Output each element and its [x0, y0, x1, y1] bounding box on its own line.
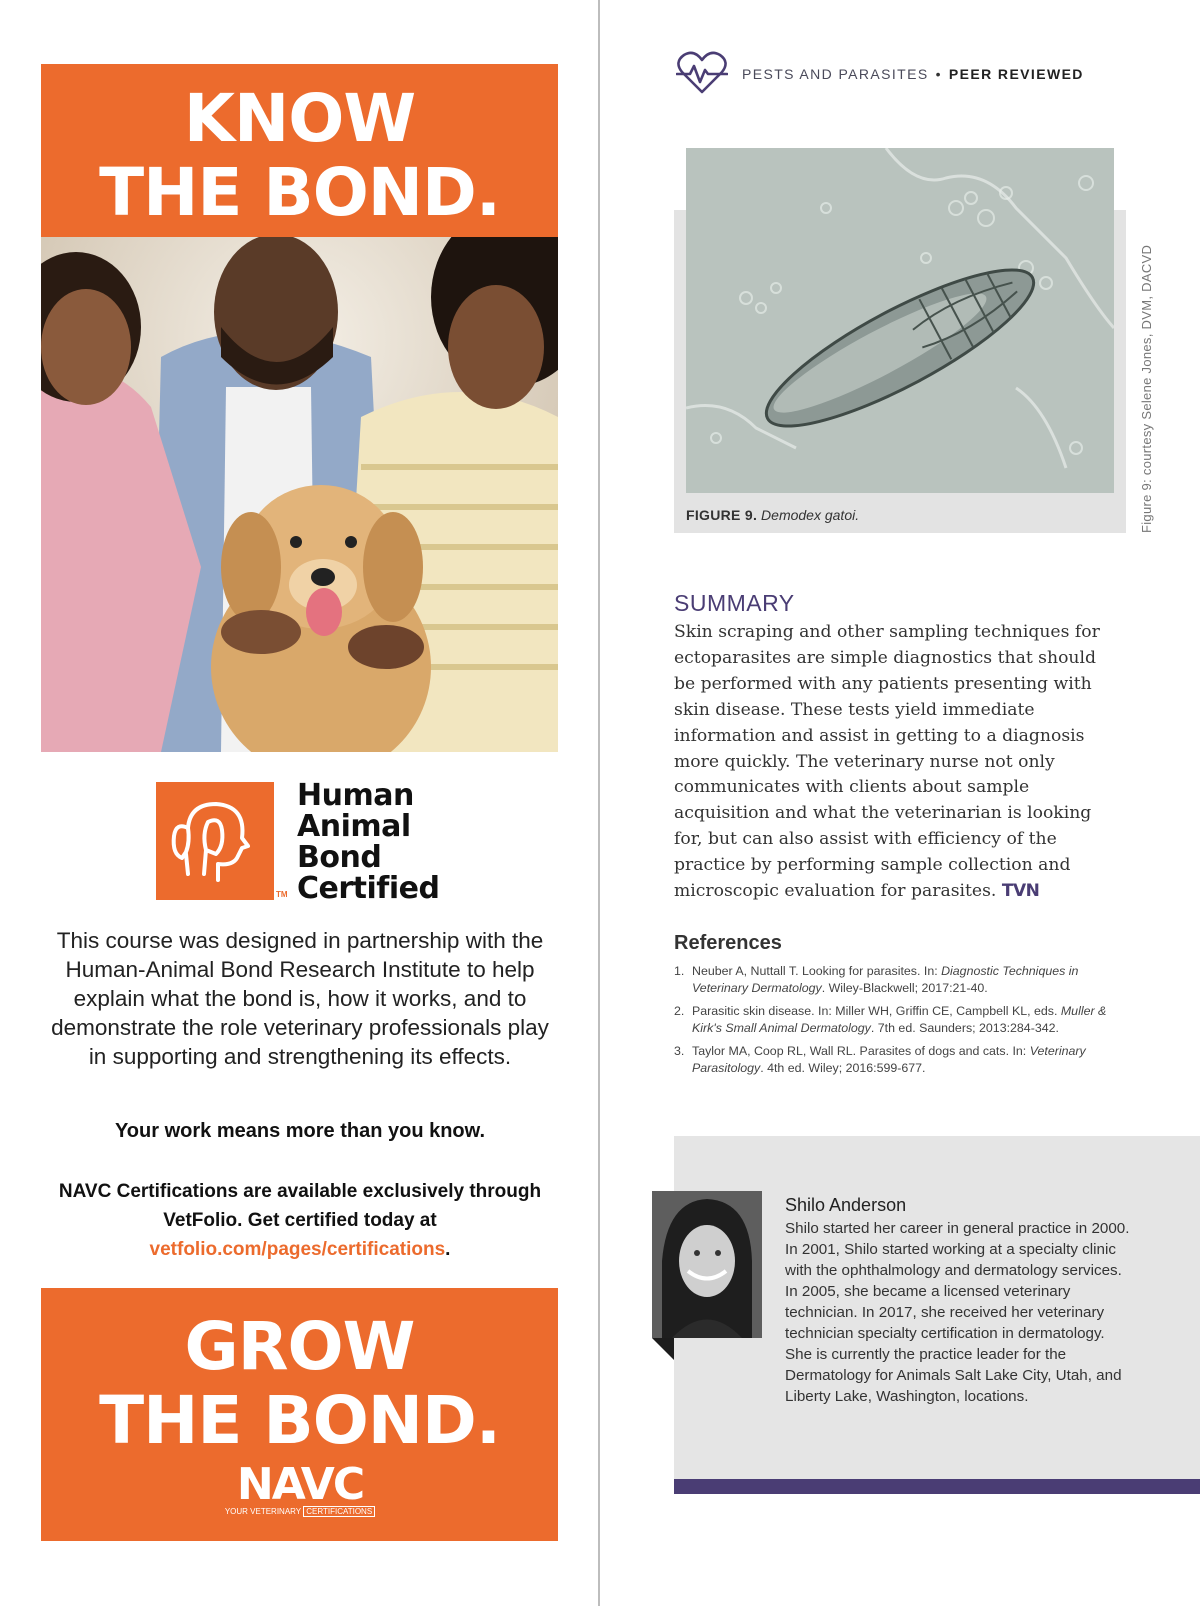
ad-bottom-banner: [41, 1288, 558, 1541]
ad-call-to-action: NAVC Certifications are available exclusively through VetFolio. Get certified today at vetfolio.com/pages/certifications.: [58, 1181, 542, 1260]
author-photo: [652, 1191, 762, 1338]
summary-title: SUMMARY: [674, 590, 795, 616]
ad-family-dog-photo: [41, 237, 558, 752]
demodex-micrograph: [686, 148, 1114, 493]
ad-body-text: This course was designed in partnership with the Human-Animal Bond Research Institute to help explain what the bond is, how it works, and to demonstrate the role veterinary professionals play in supporting and strengthening its effects.: [51, 928, 549, 1069]
certifications-link[interactable]: vetfolio.com/pages/certifications: [149, 1239, 446, 1260]
figure-credit: Figure 9: courtesy Selene Jones, DVM, DACVD: [1139, 244, 1154, 533]
list-item: 1. Neuber A, Nuttall T. Looking for parasites. In: Diagnostic Techniques in Veterinary Dermatology. Wiley-Blackwell; 2017:21-40.: [674, 964, 1079, 995]
author-bio-text: Shilo started her career in general practice in 2000. In 2001, Shilo started working at a specialty clinic with the ophthalmology and dermatology services. In 2005, she became a licensed veterinary technician. In 2017, she received her veterinary technician specialty certification in dermatology. She is currently the practice leader for the Dermatology for Animals Salt Lake City, Utah, and Liberty Lake, Washington, locations.: [785, 1220, 1130, 1405]
peer-reviewed-label: PEER REVIEWED: [948, 66, 1084, 82]
photo-fold-corner: [652, 1338, 674, 1360]
navc-logo: NAVC YOUR VETERINARY CERTIFICATIONS: [215, 1463, 385, 1525]
ad-tagline: Your work means more than you know.: [114, 1120, 486, 1142]
ad-top-banner: [41, 64, 558, 237]
summary-body: Skin scraping and other sampling techniques for ectoparasites are simple diagnostics that should be performed with any patients presenting with skin disease. These tests yield immediate information and assist in getting to a diagnosis more quickly. The veterinary nurse not only communicates with clients about sample acquisition and what the veterinarian is looking for, but can also assist with efficiency of the practice by performing sample collection and microscopic evaluation for parasites. TVN: [674, 622, 1100, 902]
hab-certified-wordmark: Human Animal Bond Certified: [297, 778, 440, 906]
list-item: 3. Taylor MA, Coop RL, Wall RL. Parasites of dogs and cats. In: Veterinary Parasitology. 4th ed. Wiley; 2016:599-677.: [674, 1044, 1086, 1075]
head-profile-icon: [156, 782, 274, 900]
section-name: PESTS AND PARASITES: [742, 66, 929, 82]
list-item: 2. Parasitic skin disease. In: Miller WH, Griffin CE, Campbell KL, eds. Muller & Kirk's Small Animal Dermatology. 7th ed. Saunders; 2013:284-342.: [674, 1004, 1107, 1035]
references-list: [674, 963, 1134, 1083]
trademark-mark: TM: [276, 890, 288, 899]
author-name: Shilo Anderson: [785, 1195, 907, 1215]
section-header: PESTS AND PARASITES • PEER REVIEWED: [742, 66, 1084, 82]
references-title: References: [674, 932, 782, 954]
heart-pulse-icon: [676, 50, 728, 96]
author-bio-accent-bar: [674, 1479, 1200, 1494]
page-divider: [598, 0, 600, 1606]
figure-caption: FIGURE 9. Demodex gatoi.: [686, 507, 860, 523]
ad-headline-top: KNOW THE BOND.: [99, 80, 500, 231]
human-animal-bond-logo: [156, 782, 274, 900]
ad-headline-bottom: GROW THE BOND.: [99, 1308, 500, 1459]
tvn-end-mark: TVN: [1001, 881, 1040, 902]
